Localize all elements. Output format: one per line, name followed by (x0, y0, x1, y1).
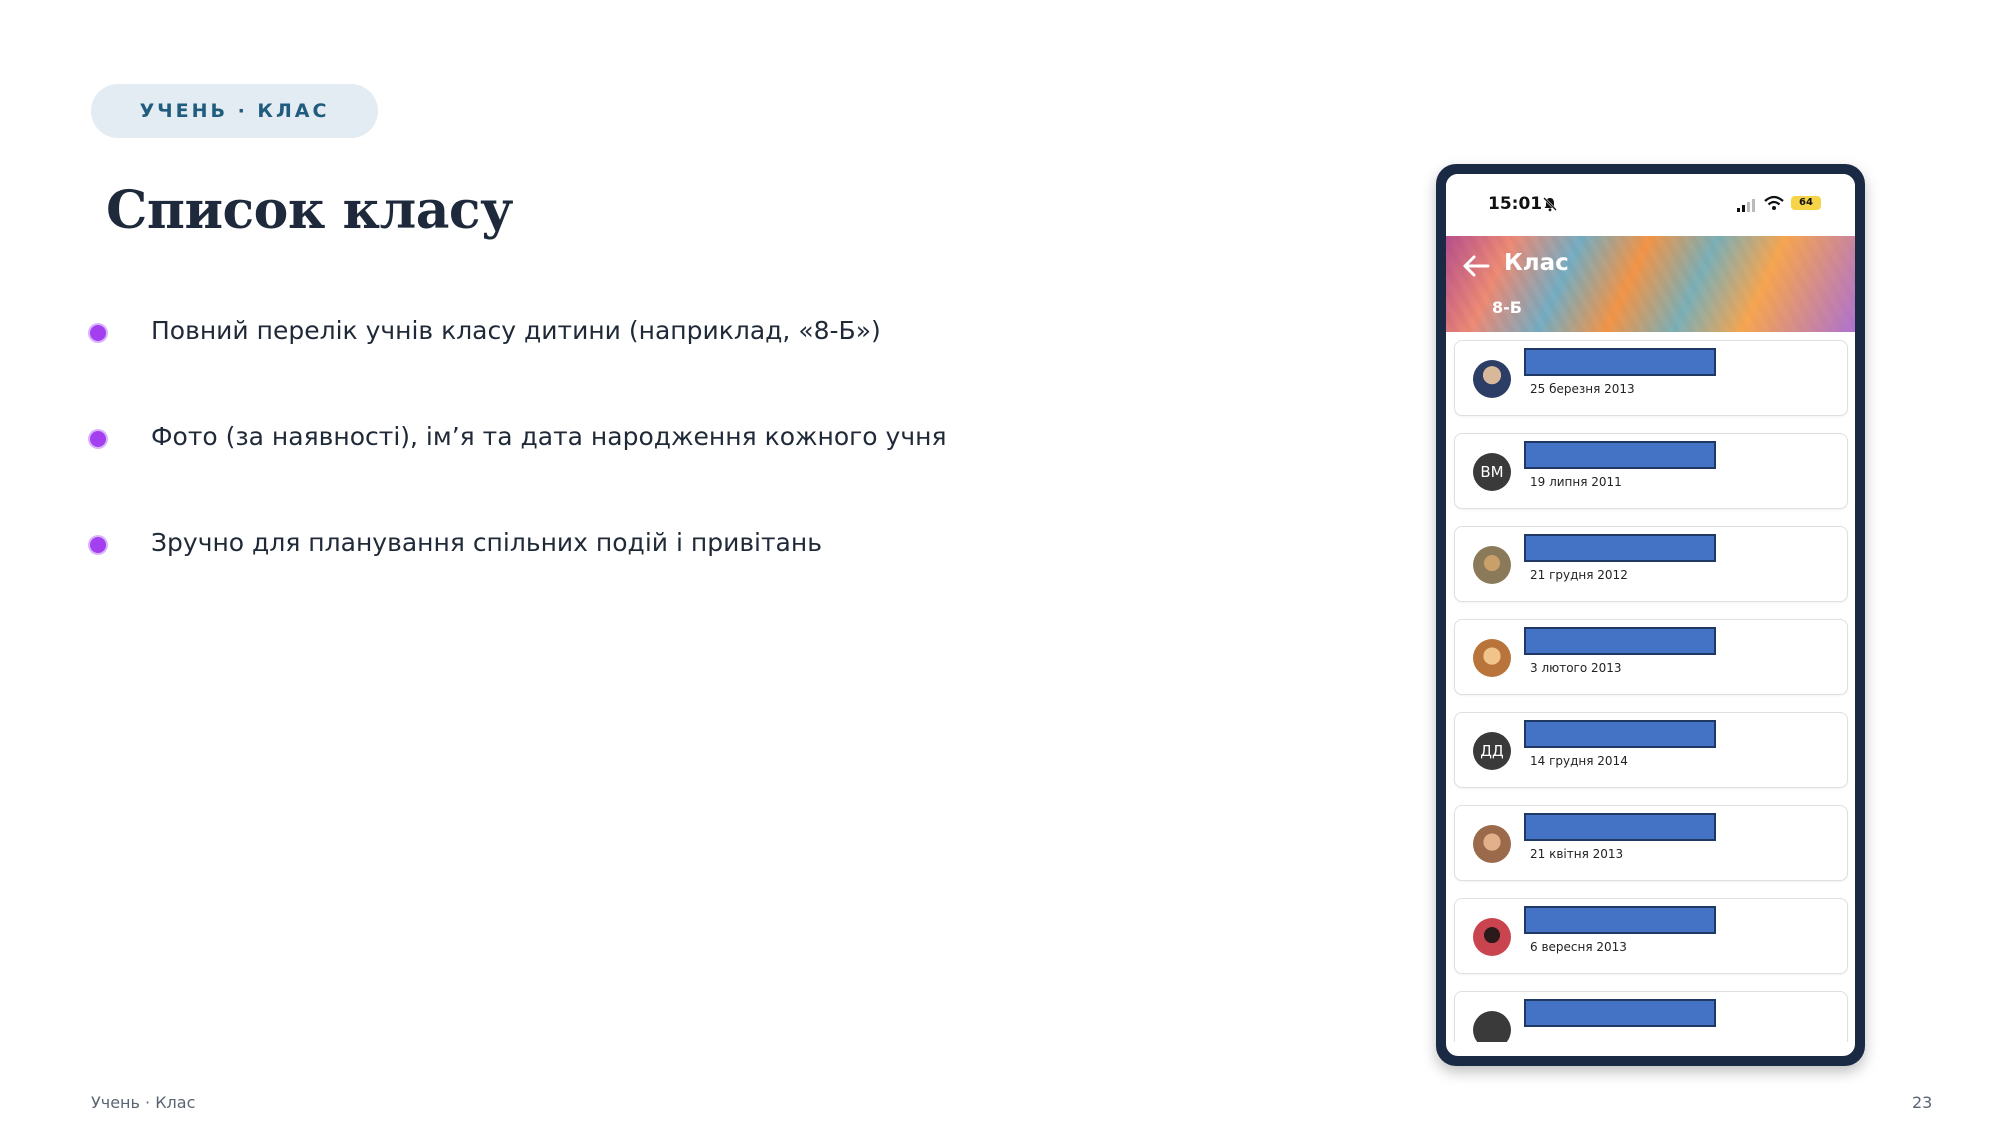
wifi-icon (1764, 195, 1784, 211)
student-row[interactable] (1454, 433, 1848, 509)
birth-date: 21 грудня 2012 (1530, 568, 1628, 582)
bullet-text: Зручно для планування спільних подій і привітань (151, 527, 822, 557)
student-list (1446, 332, 1855, 1042)
student-avatar (1473, 639, 1511, 677)
screen-title: Клас (1504, 250, 1569, 276)
bullet-item (90, 310, 881, 350)
birth-date: 14 грудня 2014 (1530, 754, 1628, 768)
birth-date: 25 березня 2013 (1530, 382, 1635, 396)
redacted-name (1524, 348, 1716, 376)
birth-date: 6 вересня 2013 (1530, 940, 1627, 954)
bullet-text: Фото (за наявності), ім’я та дата народження кожного учня (151, 421, 947, 451)
student-avatar (1473, 546, 1511, 584)
redacted-name (1524, 906, 1716, 934)
student-avatar (1473, 918, 1511, 956)
student-avatar: ДД (1473, 732, 1511, 770)
section-tag: УЧЕНЬ · КЛАС (91, 84, 378, 138)
footer-section-label: Учень · Клас (91, 1093, 196, 1112)
app-header (1446, 236, 1855, 332)
back-arrow-icon[interactable] (1462, 254, 1490, 278)
redacted-name (1524, 627, 1716, 655)
phone-mockup (1436, 164, 1865, 1066)
student-avatar (1473, 360, 1511, 398)
student-avatar (1473, 1011, 1511, 1042)
student-avatar (1473, 825, 1511, 863)
class-name: 8-Б (1492, 298, 1522, 317)
redacted-name (1524, 999, 1716, 1027)
student-row[interactable] (1454, 619, 1848, 695)
redacted-name (1524, 534, 1716, 562)
bullet-item (90, 522, 822, 562)
cellular-signal-icon (1737, 198, 1757, 212)
birth-date: 19 липня 2011 (1530, 475, 1622, 489)
redacted-name (1524, 813, 1716, 841)
bullet-text: Повний перелік учнів класу дитини (наприклад, «8-Б») (151, 315, 881, 345)
birth-date: 21 квітня 2013 (1530, 847, 1624, 861)
student-row[interactable] (1454, 340, 1848, 416)
status-time: 15:01 (1488, 194, 1543, 214)
status-bar (1446, 174, 1855, 236)
slide-title: Список класу (106, 180, 513, 241)
phone-screen (1446, 174, 1855, 1056)
page-number: 23 (1912, 1093, 1933, 1112)
student-row[interactable] (1454, 805, 1848, 881)
student-row[interactable] (1454, 712, 1848, 788)
student-row[interactable] (1454, 526, 1848, 602)
battery-icon: 64 (1791, 196, 1821, 210)
birth-date: 3 лютого 2013 (1530, 661, 1622, 675)
student-avatar: ВМ (1473, 453, 1511, 491)
student-row[interactable] (1454, 991, 1848, 1042)
bullet-item (90, 416, 947, 456)
student-row[interactable] (1454, 898, 1848, 974)
bell-muted-icon (1542, 196, 1558, 212)
bullet-dot-icon (90, 537, 106, 553)
bullet-dot-icon (90, 325, 106, 341)
bullet-dot-icon (90, 431, 106, 447)
redacted-name (1524, 720, 1716, 748)
redacted-name (1524, 441, 1716, 469)
